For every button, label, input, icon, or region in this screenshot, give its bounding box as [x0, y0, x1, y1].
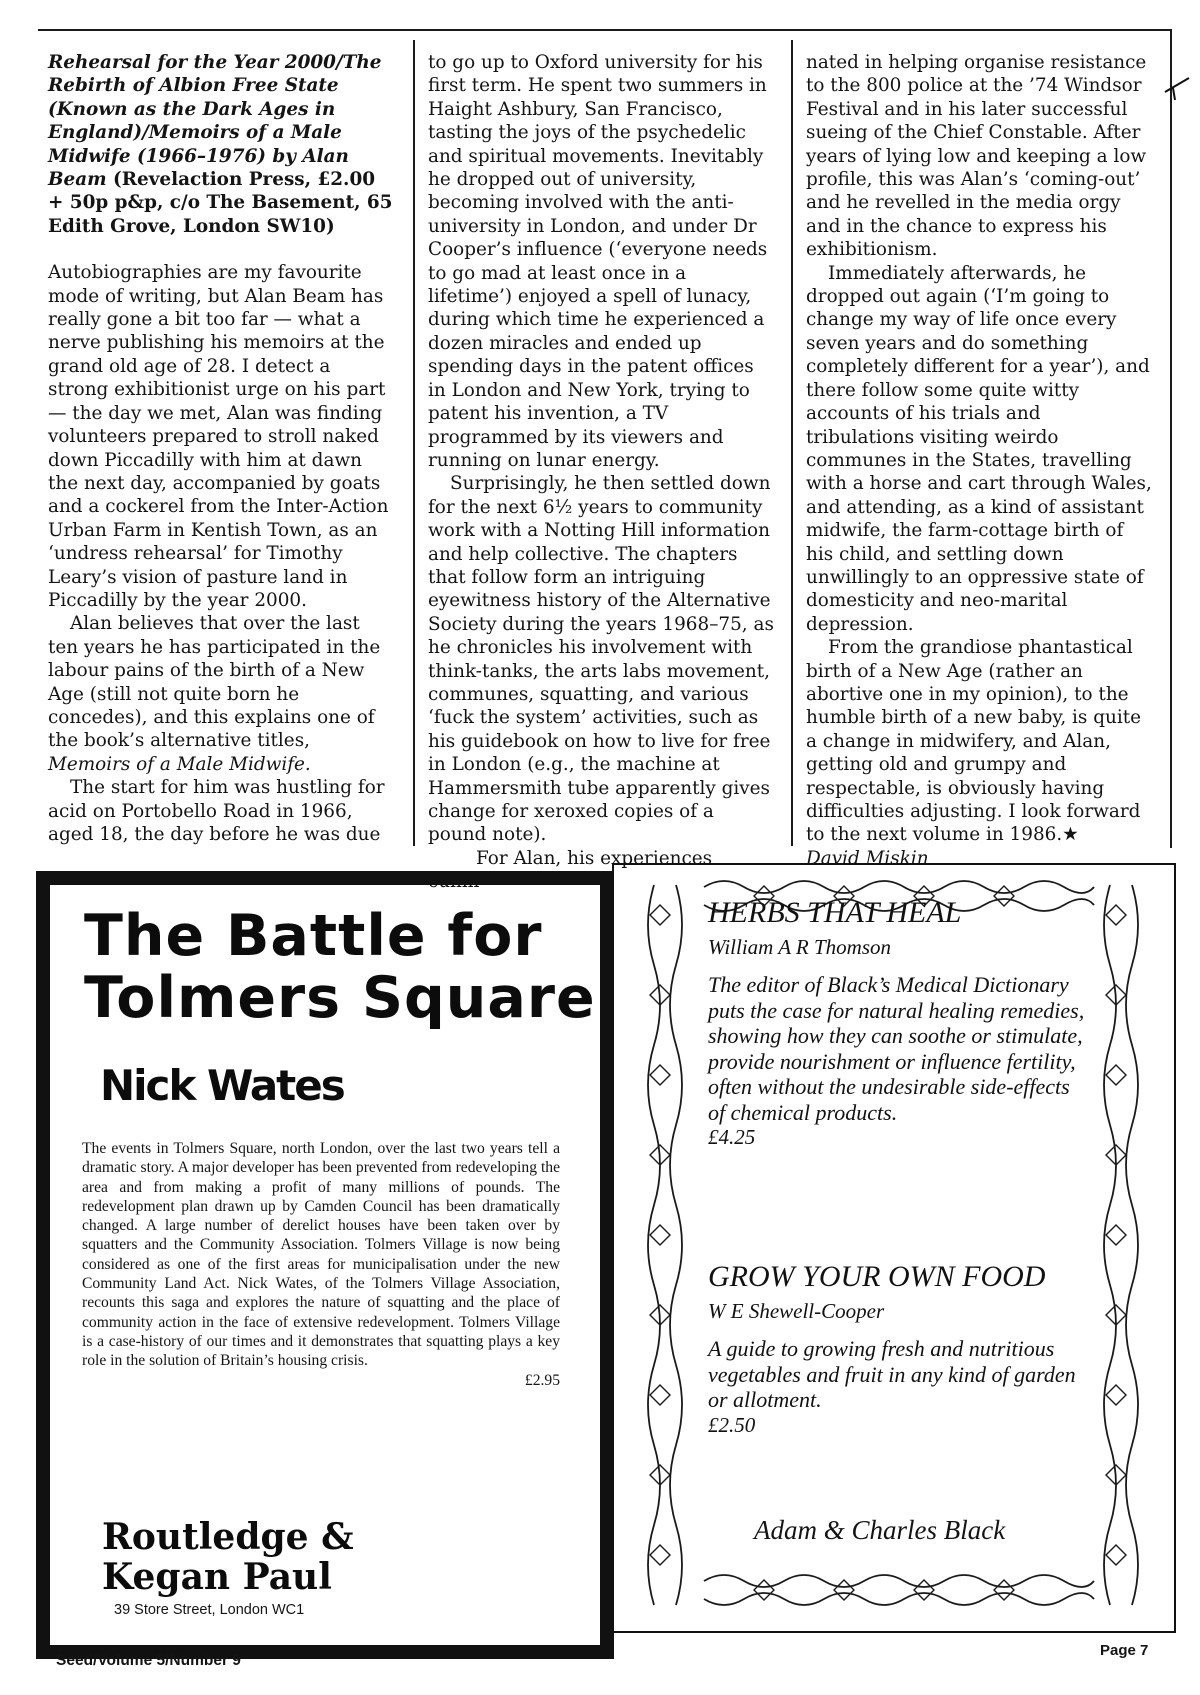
- book-price: £4.25: [708, 1125, 756, 1149]
- review-paragraph: From the grandiose phantastical birth of a New Age (rather an abortive one in my opinion), to the humble birth of a new baby, is quite a change in midwifery, and Alan, getting old and grumpy and respectable, is obviously having difficulties adjusting. I look forward to the next volume in 1986.★: [806, 637, 1141, 846]
- page-number: Page 7: [1100, 1642, 1149, 1659]
- book-title: Rehearsal for the Year 2000/The Rebirth of Albion Free State (Known as the Dark Ages in England)/Memoirs of a Male Midwife (1966–1976) by Alan Beam: [48, 52, 382, 191]
- book-author: William A R Thomson: [708, 935, 892, 959]
- tick-mark-icon: [1163, 74, 1193, 104]
- ad-book-author: Nick Wates: [100, 1061, 344, 1110]
- ad-price: £2.95: [524, 1371, 560, 1389]
- ad-blurb: [82, 1139, 560, 1390]
- publisher-details: (Revelaction Press, £2.00 + 50p p&p, c/o The Basement, 65 Edith Grove, London SW10): [48, 169, 393, 237]
- review-column-2: [428, 51, 774, 894]
- review-paragraph: The start for him was hustling for acid on Portobello Road in 1966, aged 18, the day before he was due: [48, 777, 385, 845]
- review-paragraph: [48, 612, 394, 776]
- adam-charles-black-ad: [612, 863, 1176, 1633]
- column-rule: [791, 40, 793, 846]
- ad-book-title: [84, 905, 604, 1029]
- review-paragraph: Surprisingly, he then settled down for the next 6½ years to community work with a Notting Hill information and help collective. The chapters that follow form an intriguing eyewitness history of the Alternative Society during the years 1968–75, as he chronicles his involvement with think-tanks, the arts labs movement, communes, squatting, and various ‘fuck the system’ activities, such as his guidebook on how to live for free in London (e.g., the machine at Hammersmith tube apparently gives change for xeroxed copies of a pound note).: [428, 473, 774, 846]
- review-paragraph: Immediately afterwards, he dropped out again (‘I’m going to change my way of life once every seven years and do something completely different for a year’), and there follow some quite witty accounts of his trials and tribulations visiting weirdo communes in the States, travelling with a horse and cart through Wales, and attending, as a kind of assistant midwife, the farm-cottage birth of his child, and settling down unwillingly to an oppressive state of domesticity and neo-marital depression.: [806, 262, 1152, 635]
- column-rule: [413, 40, 415, 846]
- review-column-3: [806, 51, 1152, 870]
- book-title: HERBS THAT HEAL: [708, 896, 962, 929]
- book-listing-grow: [708, 1260, 1088, 1438]
- ad-title-line: Tolmers Square: [84, 965, 596, 1031]
- review-paragraph: to go up to Oxford university for his first term. He spent two summers in Haight Ashbury, San Francisco, tasting the joys of the psychedelic and spiritual movements. Inevitably he dropped out of university, becoming involved with the anti-university in London, and under Dr Cooper’s influence (‘everyone needs to go mad at least once in a lifetime’) enjoyed a spell of lunacy, during which time he experienced a dozen miracles and ended up spending days in the patent offices in London and New York, trying to patent his invention, a TV programmed by its viewers and running on lunar energy.: [428, 52, 768, 471]
- book-description: The editor of Black’s Medical Dictionary puts the case for natural healing remedies, showing how they can soothe or stimulate, provide nourishment or influence fertility, often without the undesirable side-effects of chemical products.: [708, 972, 1085, 1125]
- ad-blurb-text: The events in Tolmers Square, north London, over the last two years tell a dramatic story. A major developer has been prevented from redeveloping the area and from making a profit of many millions of pounds. The redevelopment plan drawn up by Camden Council has been dramatically changed. A large number of derelict houses have been taken over by squatters and the Community Association. Tolmers Village is now being considered as one of the first areas for municipalisation under the new Community Land Act. Nick Wates, of the Tolmers Village Association, recounts this saga and explores the nature of squatting and the place of community action in the face of extensive redevelopment. Tolmers Village is a case-history of our times and it demonstrates that squatting plays a key role in the solution of Britain’s housing crisis.: [82, 1140, 560, 1370]
- publisher-line: Kegan Paul: [102, 1556, 332, 1598]
- review-paragraph: nated in helping organise resistance to the 800 police at the ’74 Windsor Festival and in his later successful sueing of the Chief Constable. After years of lying low and keeping a low profile, this was Alan’s ‘coming-out’ and he revelled in the media orgy and in the chance to express his exhibitionism.: [806, 52, 1147, 261]
- ad-publisher: Adam & Charles Black: [754, 1515, 1006, 1545]
- review-heading: [48, 51, 394, 238]
- alt-title: Memoirs of a Male Midwife.: [48, 753, 311, 775]
- paragraph-text: Alan believes that over the last ten years he has participated in the labour pains of the birth of a New Age (still not quite born he concedes), and this explains one of the book’s alternative titles,: [48, 613, 381, 752]
- book-price: £2.50: [708, 1412, 756, 1437]
- issue-footer: Seed/Volume 5/Number 9: [56, 1652, 241, 1669]
- tolmers-square-ad: [36, 871, 614, 1659]
- review-paragraph: Autobiographies are my favourite mode of writing, but Alan Beam has really gone a bit too far — what a nerve publishing his memoirs at the grand old age of 28. I detect a strong exhibitionist urge on his part — the day we met, Alan was finding volunteers prepared to stroll naked down Piccadilly with him at dawn the next day, accompanied by goats and a cockerel from the Inter-Action Urban Farm in Kentish Town, as an ‘undress rehearsal’ for Timothy Leary’s vision of pasture land in Piccadilly by the year 2000.: [48, 262, 389, 611]
- book-author: W E Shewell-Cooper: [708, 1299, 885, 1323]
- book-title: GROW YOUR OWN FOOD: [708, 1260, 1046, 1293]
- book-listing-herbs: [708, 896, 1088, 1150]
- ad-publisher-logo: [102, 1517, 354, 1597]
- publisher-line: Routledge &: [102, 1516, 354, 1558]
- publisher-address: 39 Store Street, London WC1: [114, 1602, 305, 1618]
- review-byline: David Miskin: [806, 847, 929, 869]
- review-column-1: [48, 51, 394, 846]
- review-paragraph: For Alan, his experiences culmi-: [428, 847, 713, 893]
- book-description: A guide to growing fresh and nutritious vegetables and fruit in any kind of garden or allotment.: [708, 1336, 1076, 1412]
- ad-title-line: The Battle for: [84, 903, 543, 969]
